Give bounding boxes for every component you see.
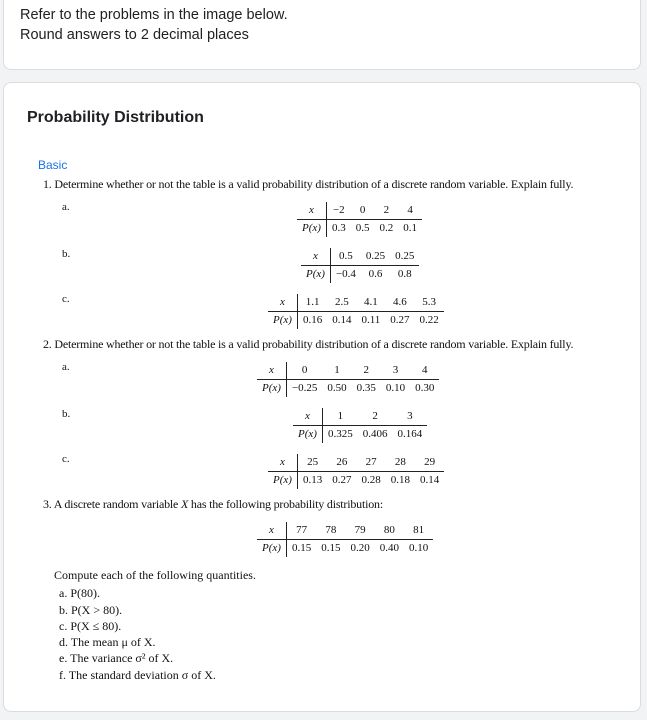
table-cell: 0.50: [327, 382, 347, 394]
table-cell: 0.18: [390, 474, 410, 486]
table-cell: 1.1: [297, 294, 327, 312]
item-text: P(X ≤ 80).: [70, 618, 122, 633]
table-cell: 4.1: [356, 294, 385, 312]
table-cell: 0: [351, 202, 375, 220]
table-cell: 0.406: [362, 428, 388, 440]
item-text: The standard deviation σ of X.: [68, 667, 216, 682]
table-cell: 2: [352, 362, 381, 380]
table-cell: 5.3: [415, 294, 444, 312]
compute-item-f: [54, 667, 256, 683]
compute-item-b: [54, 602, 256, 618]
px-label: P(x): [297, 220, 326, 238]
table-cell: 2: [374, 202, 398, 220]
instruction-line-1: Refer to the problems in the image below.: [20, 7, 288, 23]
x-label: x: [297, 202, 326, 220]
x-label: x: [268, 294, 297, 312]
table-cell: −0.4: [335, 268, 356, 280]
table-cell: 0.3: [331, 222, 346, 234]
table-cell: 0.25: [361, 248, 390, 266]
px-label: P(x): [301, 266, 330, 284]
problem-1c-label: c.: [62, 293, 70, 305]
table-cell: 0.28: [361, 474, 381, 486]
problem-1b-table: [301, 248, 419, 283]
table-cell: 28: [386, 454, 415, 472]
table-cell: 0.10: [385, 382, 406, 394]
table-cell: 78: [316, 522, 345, 540]
problem-1a-table: [297, 202, 422, 237]
table-cell: 80: [375, 522, 404, 540]
compute-item-c: [54, 618, 256, 634]
problem-2b-label: b.: [62, 408, 71, 420]
table-cell: 77: [286, 522, 316, 540]
table-cell: 2.5: [327, 294, 356, 312]
item-label: d.: [59, 635, 71, 650]
px-label: P(x): [293, 426, 322, 444]
table-cell: 0.6: [368, 268, 383, 280]
x-label: x: [293, 408, 322, 426]
table-cell: 0.14: [419, 474, 440, 486]
table-cell: 0.16: [302, 314, 323, 326]
px-label: P(x): [268, 312, 297, 330]
problem-2c-table: [268, 454, 444, 489]
table-cell: 0.14: [332, 314, 352, 326]
table-cell: 25: [297, 454, 327, 472]
table-cell: 1: [322, 362, 351, 380]
table-cell: −0.25: [291, 382, 318, 394]
problem-1c-table: [268, 294, 444, 329]
problem-1a-label: a.: [62, 201, 70, 213]
table-cell: 0.164: [397, 428, 423, 440]
table-cell: 3: [381, 362, 410, 380]
compute-item-a: [54, 585, 256, 601]
table-cell: 0.15: [321, 542, 341, 554]
problem-1b-label: b.: [62, 248, 71, 260]
problem-2c-label: c.: [62, 453, 70, 465]
table-cell: 0.22: [419, 314, 439, 326]
item-label: a.: [59, 586, 71, 601]
table-cell: 1: [322, 408, 357, 426]
table-cell: 0.2: [379, 222, 394, 234]
problem-2b-table: [293, 408, 427, 443]
table-cell: 0.10: [408, 542, 429, 554]
px-label: P(x): [257, 380, 286, 398]
table-cell: 0.35: [356, 382, 376, 394]
item-text: P(80).: [70, 586, 100, 601]
item-text: The mean μ of X.: [70, 635, 156, 650]
table-cell: 0: [286, 362, 322, 380]
compute-list: [54, 567, 256, 683]
table-cell: 0.27: [332, 474, 352, 486]
item-text: P(X > 80).: [71, 602, 123, 617]
compute-heading: Compute each of the following quantities.: [54, 568, 256, 582]
table-cell: 0.1: [403, 222, 417, 234]
px-label: P(x): [257, 540, 286, 558]
problem-3-table: [257, 522, 433, 557]
compute-item-d: [54, 634, 256, 650]
table-cell: 0.15: [291, 542, 312, 554]
table-cell: 0.325: [327, 428, 353, 440]
table-cell: 26: [327, 454, 356, 472]
table-cell: 0.13: [302, 474, 323, 486]
table-cell: 2: [358, 408, 393, 426]
item-label: b.: [59, 602, 71, 617]
table-cell: −2: [326, 202, 350, 220]
item-label: c.: [59, 618, 71, 633]
problem-2a-table: [257, 362, 439, 397]
table-cell: 0.40: [379, 542, 399, 554]
problem-2a-label: a.: [62, 361, 70, 373]
table-cell: 4.6: [385, 294, 414, 312]
table-cell: 4: [410, 362, 439, 380]
x-label: x: [257, 362, 286, 380]
table-cell: 0.27: [390, 314, 410, 326]
problem-card: [3, 82, 641, 712]
item-label: f.: [59, 667, 69, 682]
table-cell: 79: [345, 522, 374, 540]
item-text: The variance σ² of X.: [70, 651, 174, 666]
problem-3-text-before: 3. A discrete random variable: [43, 497, 181, 511]
problem-3-text: [43, 497, 383, 512]
section-label: Basic: [38, 158, 68, 172]
instructions-card: [3, 0, 641, 70]
problem-3-variable: X: [180, 497, 189, 511]
problem-2-text: 2. Determine whether or not the table is a valid probability distribution of a discrete random variable. Explain fully.: [43, 337, 574, 351]
table-cell: 81: [404, 522, 433, 540]
table-cell: 0.30: [415, 382, 435, 394]
compute-item-e: [54, 650, 256, 666]
table-cell: 3: [392, 408, 427, 426]
x-label: x: [268, 454, 297, 472]
x-label: x: [257, 522, 286, 540]
table-cell: 0.25: [390, 248, 419, 266]
problem-1-text: 1. Determine whether or not the table is a valid probability distribution of a discrete random variable. Explain fully.: [43, 177, 574, 191]
item-label: e.: [59, 651, 71, 666]
table-cell: 29: [415, 454, 444, 472]
px-label: P(x): [268, 472, 297, 490]
table-cell: 0.5: [330, 248, 360, 266]
table-cell: 0.8: [397, 268, 412, 280]
problem-3-text-after: has the following probability distribution:: [188, 497, 383, 511]
x-label: x: [301, 248, 330, 266]
table-cell: 0.20: [350, 542, 370, 554]
instruction-line-2: Round answers to 2 decimal places: [20, 27, 249, 43]
table-cell: 4: [398, 202, 422, 220]
table-cell: 0.11: [361, 314, 381, 326]
table-cell: 27: [356, 454, 385, 472]
page-title: Probability Distribution: [27, 109, 204, 126]
table-cell: 0.5: [355, 222, 370, 234]
